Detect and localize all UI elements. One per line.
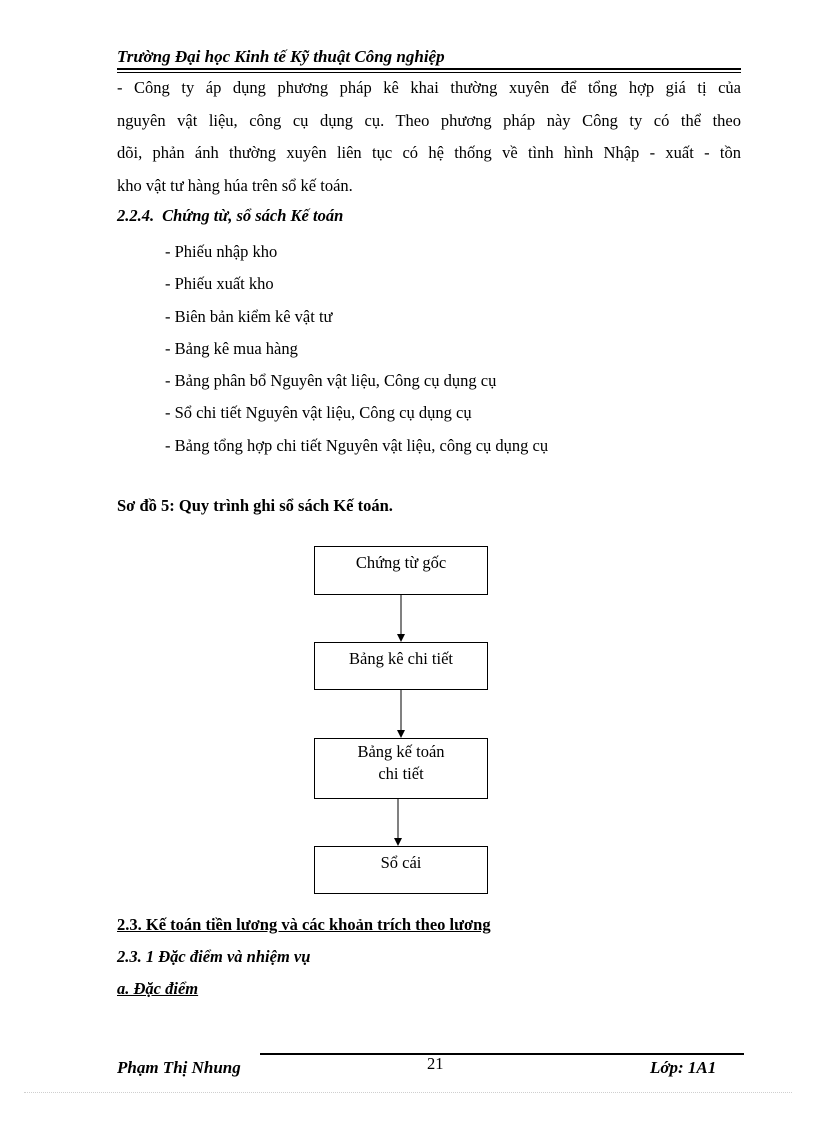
list-item: - Biên bản kiểm kê vật tư — [165, 306, 333, 326]
section-heading-2-3: 2.3. Kế toán tiền lương và các khoản trích theo lương — [117, 915, 491, 934]
section-number: 2.2.4. — [117, 206, 155, 225]
page-number: 21 — [427, 1054, 444, 1073]
section-title: Chứng từ, sổ sách Kế toán — [162, 206, 344, 225]
header-title: Trường Đại học Kinh tế Kỹ thuật Công nghiệp — [117, 47, 445, 66]
page-edge-divider — [24, 1092, 792, 1093]
flowchart-title: Sơ đồ 5: Quy trình ghi sổ sách Kế toán. — [117, 496, 393, 515]
footer-rule — [260, 1053, 744, 1055]
list-item: - Bảng phân bổ Nguyên vật liệu, Công cụ dụng cụ — [165, 371, 497, 391]
intro-line: - Công ty áp dụng phương pháp kê khai thường xuyên để tổng hợp giá tị của — [117, 78, 741, 97]
flow-box-label: Sổ cái — [380, 853, 422, 872]
list-item: - Phiếu nhập kho — [165, 242, 278, 261]
flow-box-label: Bảng kê chi tiết — [348, 649, 453, 668]
flow-box-label: Chứng từ gốc — [355, 553, 447, 572]
intro-line: kho vật tư hàng húa trên sổ kế toán. — [117, 175, 353, 195]
item-heading-a: a. Đặc điểm — [117, 979, 199, 998]
subsection-heading-2-3-1: 2.3. 1 Đặc điểm và nhiệm vụ — [117, 947, 311, 966]
list-item: - Phiếu xuất kho — [165, 274, 274, 294]
footer-author: Phạm Thị Nhung — [117, 1058, 241, 1077]
footer-class: Lớp: 1A1 — [650, 1058, 717, 1077]
intro-line: nguyên vật liệu, công cụ dụng cụ. Theo phương pháp này Công ty có thể theo — [117, 110, 741, 130]
list-item: - Sổ chi tiết Nguyên vật liệu, Công cụ dụng cụ — [165, 403, 472, 423]
intro-line: dõi, phản ánh thường xuyên liên tục có hệ thống về tình hình Nhập - xuất - tồn — [117, 143, 741, 162]
list-item: - Bảng kê mua hàng — [165, 338, 298, 358]
flow-box-label: chi tiết — [378, 764, 424, 783]
list-item: - Bảng tổng hợp chi tiết Nguyên vật liệu, công cụ dụng cụ — [165, 435, 549, 455]
flow-box-label: Bảng kế toán — [357, 742, 445, 761]
